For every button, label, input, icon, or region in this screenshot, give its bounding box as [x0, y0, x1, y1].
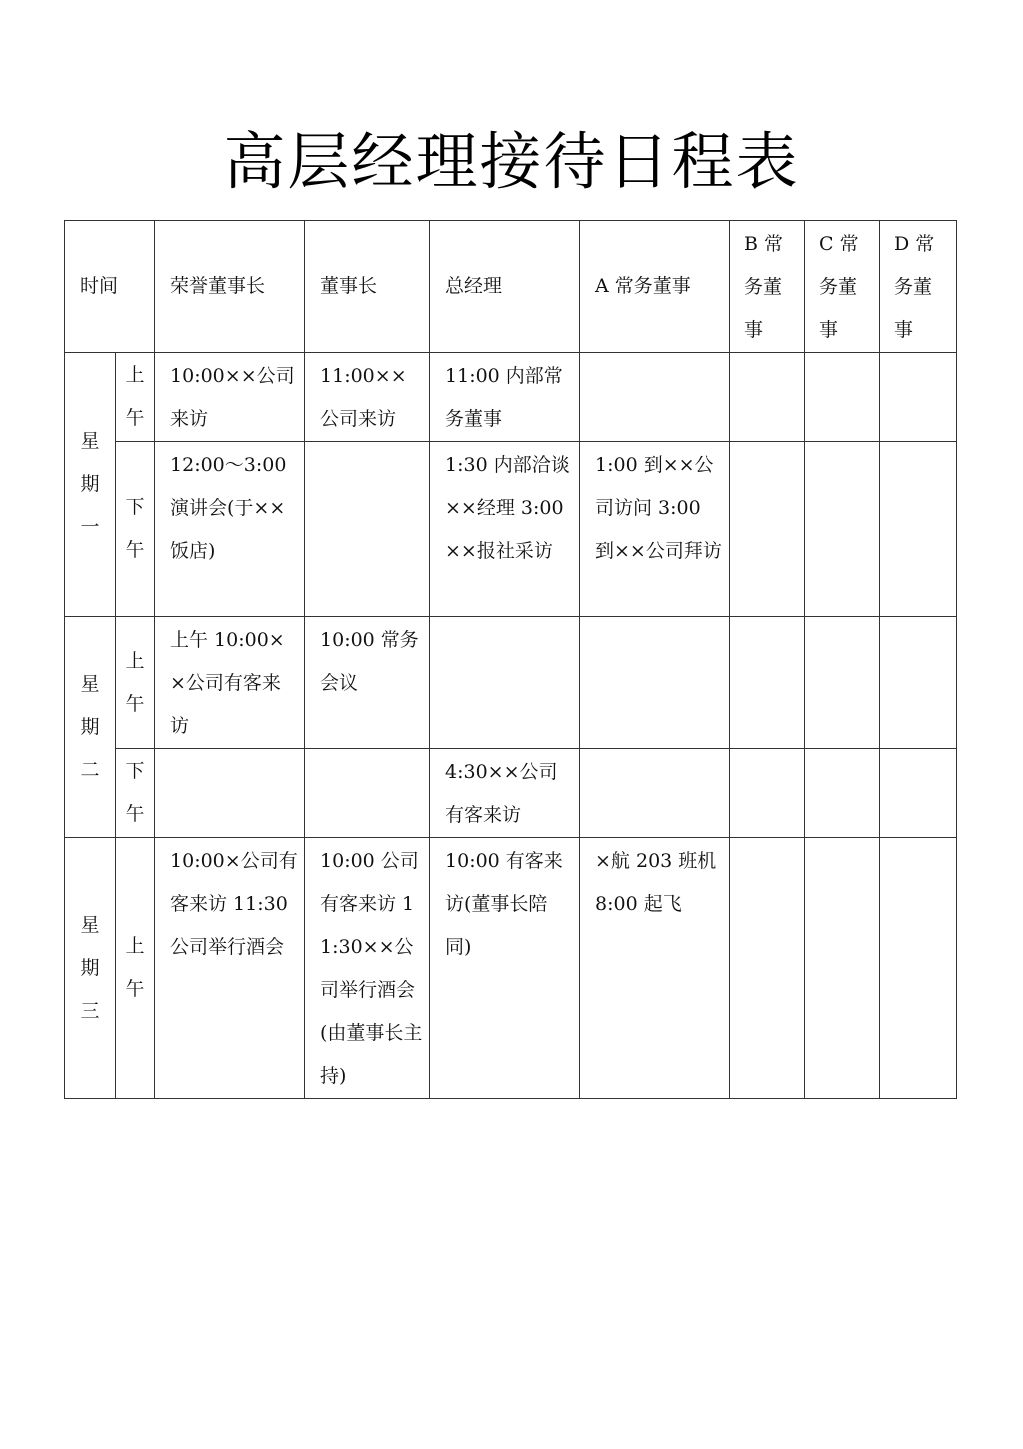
period-label: 上午 [116, 838, 155, 1099]
table-cell: 10:00 常务会议 [305, 617, 430, 749]
day-label-wednesday: 星期三 [65, 838, 116, 1099]
period-label: 上午 [116, 617, 155, 749]
table-row [65, 838, 957, 1099]
table-row [65, 353, 957, 442]
table-cell: 10:00 有客来访(董事长陪同) [430, 838, 580, 1099]
table-cell [805, 353, 880, 442]
table-cell [580, 749, 730, 838]
page-title: 高层经理接待日程表 [223, 125, 800, 198]
table-cell: 4:30××公司有客来访 [430, 749, 580, 838]
table-cell: 11:00××公司来访 [305, 353, 430, 442]
table-cell [805, 617, 880, 749]
table-cell [880, 617, 957, 749]
table-cell [805, 838, 880, 1099]
table-cell: 11:00 内部常务董事 [430, 353, 580, 442]
table-cell [305, 749, 430, 838]
table-cell [430, 617, 580, 749]
table-cell: 12:00～3:00 演讲会(于××饭店) [155, 442, 305, 617]
table-cell: 1:30 内部洽谈××经理 3:00××报社采访 [430, 442, 580, 617]
table-cell [730, 442, 805, 617]
table-cell: 10:00××公司来访 [155, 353, 305, 442]
schedule-table [64, 220, 957, 1099]
table-cell: ×航 203 班机 8:00 起飞 [580, 838, 730, 1099]
table-cell [730, 749, 805, 838]
table-cell [805, 749, 880, 838]
header-director-d: D 常务董事 [880, 221, 957, 353]
table-cell [880, 442, 957, 617]
table-cell [305, 442, 430, 617]
day-label-monday: 星期一 [65, 353, 116, 617]
table-cell [155, 749, 305, 838]
header-director-b: B 常务董事 [730, 221, 805, 353]
table-cell [880, 838, 957, 1099]
period-label: 下午 [116, 442, 155, 617]
header-row [65, 221, 957, 353]
table-cell [730, 617, 805, 749]
header-honorary-chairman: 荣誉董事长 [155, 221, 305, 353]
table-row [65, 617, 957, 749]
table-cell [880, 749, 957, 838]
table-cell: 1:00 到××公司访问 3:00 到××公司拜访 [580, 442, 730, 617]
table-cell [880, 353, 957, 442]
table-cell: 10:00 公司有客来访 11:30××公司举行酒会(由董事长主持) [305, 838, 430, 1099]
table-cell [730, 838, 805, 1099]
header-time: 时间 [65, 221, 155, 353]
period-label: 上午 [116, 353, 155, 442]
period-label: 下午 [116, 749, 155, 838]
table-cell [805, 442, 880, 617]
header-director-c: C 常务董事 [805, 221, 880, 353]
table-row [65, 749, 957, 838]
day-label-tuesday: 星期二 [65, 617, 116, 838]
table-cell: 上午 10:00××公司有客来访 [155, 617, 305, 749]
header-director-a: A 常务董事 [580, 221, 730, 353]
header-chairman: 董事长 [305, 221, 430, 353]
header-general-manager: 总经理 [430, 221, 580, 353]
table-cell [580, 353, 730, 442]
table-cell [580, 617, 730, 749]
table-cell: 10:00×公司有客来访 11:30 公司举行酒会 [155, 838, 305, 1099]
table-cell [730, 353, 805, 442]
table-row [65, 442, 957, 617]
